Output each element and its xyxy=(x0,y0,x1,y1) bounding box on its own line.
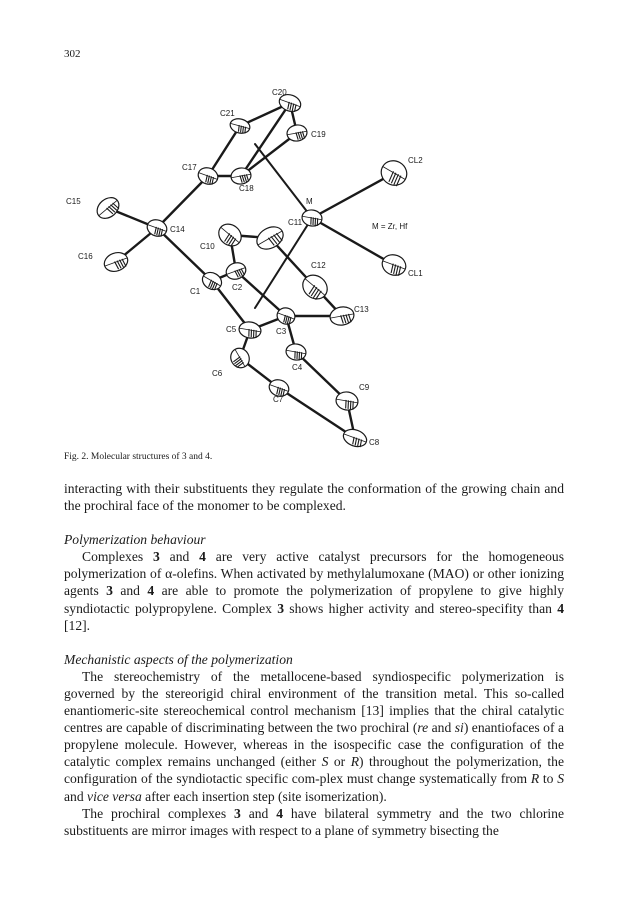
atom-label-c1: C1 xyxy=(190,287,201,296)
atom-label-c16: C16 xyxy=(78,252,93,261)
atom-label-c15: C15 xyxy=(66,197,81,206)
atom-cl2 xyxy=(377,156,412,190)
atom-c21 xyxy=(229,117,252,136)
atom-c11 xyxy=(253,222,287,253)
atom-label-c2: C2 xyxy=(232,283,243,292)
molecule-diagram xyxy=(60,68,530,458)
bond-c21-c17 xyxy=(208,126,240,176)
article-body xyxy=(64,480,564,839)
atom-label-cl1: CL1 xyxy=(408,269,423,278)
atom-label-c13: C13 xyxy=(354,305,369,314)
atom-label-c10: C10 xyxy=(200,242,215,251)
atom-label-c14: C14 xyxy=(170,225,185,234)
atom-label-c20: C20 xyxy=(272,88,287,97)
atom-cl1 xyxy=(379,251,408,278)
atom-label-c7: C7 xyxy=(273,395,284,404)
bond-c14-c1 xyxy=(157,228,212,281)
atom-label-c21: C21 xyxy=(220,109,235,118)
molecular-structure-figure xyxy=(60,68,530,458)
atom-label-c3: C3 xyxy=(276,327,287,336)
atom-label-c5: C5 xyxy=(226,325,237,334)
atom-label-c4: C4 xyxy=(292,363,303,372)
paragraph-polymerization: Complexes 3 and 4 are very active catalyst precursors for the homogeneous polymerization of α-olefins. When activated by methylalumoxane (MAO) or other ionizing agents 3 and 4 are able to promote the polymerization of propylene to give highly syndiotactic polypropylene. Complex 3 shows higher activity and stereo-specifity than 4 [12]. xyxy=(64,549,564,633)
section-heading-polymerization: Polymerization behaviour xyxy=(64,532,206,548)
section-heading-mechanism: Mechanistic aspects of the polymerization xyxy=(64,651,293,667)
atom-label-c18: C18 xyxy=(239,184,254,193)
atom-label-m: M xyxy=(306,197,313,206)
atom-label-c17: C17 xyxy=(182,163,197,172)
atom-c13 xyxy=(329,305,356,327)
atom-label-c9: C9 xyxy=(359,383,370,392)
atom-label-c19: C19 xyxy=(311,130,326,139)
atom-label-c6: C6 xyxy=(212,369,223,378)
atom-ellipsoids xyxy=(93,92,411,450)
atom-label-c11: C11 xyxy=(288,218,303,227)
bond-c17-c14 xyxy=(157,176,208,228)
atom-c6 xyxy=(227,345,253,371)
bond-lines xyxy=(108,103,394,438)
bond-m-cl2 xyxy=(312,173,394,218)
atom-c5 xyxy=(238,320,262,340)
atom-c10 xyxy=(214,220,245,251)
bond-c19-c18 xyxy=(241,133,297,176)
atom-label-cl2: CL2 xyxy=(408,156,423,165)
metal-legend: M = Zr, Hf xyxy=(372,222,408,231)
page-number: 302 xyxy=(64,48,81,60)
paragraph-symmetry: The prochiral complexes 3 and 4 have bilateral symmetry and the two chlorine substituents are mirror images with respect to a plane of symmetry bisecting the xyxy=(64,805,564,838)
atom-m xyxy=(301,208,323,227)
metal-centroid-line-1 xyxy=(255,144,312,218)
atom-c8 xyxy=(341,426,369,449)
bond-c2-c3 xyxy=(236,271,286,316)
paragraph-mechanism: The stereochemistry of the metallocene-based syndiospecific polymerization is governed by the stereorigid chiral environment of the transition metal. This so-called enantiomeric-site stereochemical control mechanism [13] implies that the chiral catalytic centres are capable of discriminating between the two prochiral (re and si) enantiofaces of a propylene molecule. However, whereas in the isospecific case the configuration of the catalytic complex remains unchanged (either S or R) throughout the polymerization, the configuration of the syndiotactic specific com-plex must change systematically from R to S and vice versa after each insertion step (site isomerization). xyxy=(64,668,564,804)
atom-label-c12: C12 xyxy=(311,261,326,270)
paragraph-intro: interacting with their substituents they regulate the conformation of the growing chain and the prochiral face of the monomer to be complexed. xyxy=(64,481,564,514)
figure-caption: Fig. 2. Molecular structures of 3 and 4. xyxy=(64,452,213,462)
atom-c15 xyxy=(93,193,123,222)
atom-label-c8: C8 xyxy=(369,438,380,447)
